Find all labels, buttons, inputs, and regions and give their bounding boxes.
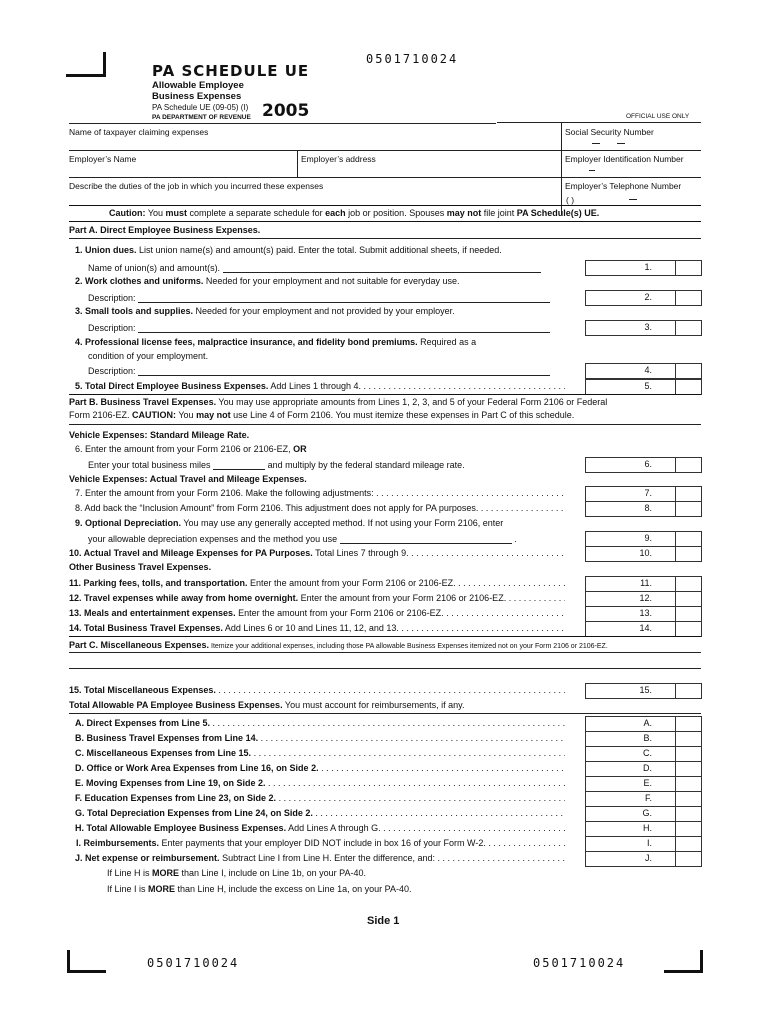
part-b-text-2a: Form 2106-EZ. — [69, 410, 133, 420]
line-11-title: 11. Parking fees, tolls, and transportation. — [69, 578, 248, 588]
employer-name-input[interactable] — [69, 163, 295, 176]
if-h-text-c: than Line I, include on Line 1b, on your PA-40. — [179, 868, 366, 878]
line-9-number: 9. — [644, 533, 652, 543]
line-i-cents[interactable] — [675, 836, 702, 852]
line-11-text: Enter the amount from your Form 2106 or 2106-EZ. — [247, 578, 456, 588]
department: PA DEPARTMENT OF REVENUE — [152, 114, 251, 121]
line-8-row — [69, 501, 701, 516]
barcode-top: 0501710024 — [366, 52, 459, 66]
line-g-cents[interactable] — [675, 806, 702, 822]
line-14-amount[interactable] — [585, 621, 676, 637]
line-d-cents[interactable] — [675, 761, 702, 777]
line-j-cents[interactable] — [675, 851, 702, 867]
if-i-text-c: than Line H, include the excess on Line 1a, on your PA-40. — [175, 884, 412, 894]
line-13-text: Enter the amount from your Form 2106 or 2106-EZ. — [235, 608, 444, 618]
line-3-description-field[interactable] — [138, 322, 550, 333]
id-rule-2 — [69, 150, 701, 151]
line-12-number: 12. — [639, 593, 652, 603]
part-b-text-2b: You — [176, 410, 197, 420]
line-f-amount[interactable] — [585, 791, 676, 807]
line-f-cents[interactable] — [675, 791, 702, 807]
line-12-cents[interactable] — [675, 591, 702, 607]
line-h-label — [75, 823, 565, 833]
part-b-text-1: You may use appropriate amounts from Lines 1, 2, 3, and 5 of your Federal Form 2106 or Federal — [216, 397, 608, 407]
line-14-row — [69, 621, 701, 636]
caution-rule-top — [69, 205, 701, 206]
line-f-label — [75, 793, 565, 803]
line-10-label — [69, 548, 565, 558]
total-rule — [69, 713, 701, 714]
line-2-row — [69, 290, 701, 305]
line-2-header — [75, 276, 460, 286]
caution-must: must — [165, 208, 188, 218]
line-i-title: I. Reimbursements. — [76, 838, 160, 848]
line-13-number: 13. — [639, 608, 652, 618]
part-b-intro-2 — [69, 410, 574, 420]
line-c-cents[interactable] — [675, 746, 702, 762]
line-8-cents[interactable] — [675, 501, 702, 517]
line-3-sub-label: Description: — [88, 323, 136, 333]
official-use-rule — [497, 122, 701, 123]
vehicle-heading: Vehicle Expenses: Standard Mileage Rate. — [69, 430, 250, 440]
line-j-number: J. — [644, 853, 652, 863]
line-e-title: E. Moving Expenses from Line 19, on Side 2. — [75, 778, 266, 788]
line-b-title: B. Business Travel Expenses from Line 14. — [75, 733, 259, 743]
line-9-cents[interactable] — [675, 531, 702, 547]
line-10-title: 10. Actual Travel and Mileage Expenses for PA Purposes. — [69, 548, 313, 558]
line-8-number: 8. — [644, 503, 652, 513]
line-1-title: 1. Union dues. — [75, 245, 137, 255]
line-i-amount[interactable] — [585, 836, 676, 852]
line-2-description-field[interactable] — [138, 292, 550, 303]
line-d-amount[interactable] — [585, 761, 676, 777]
total-heading: Total Allowable PA Employee Business Expenses. — [69, 700, 283, 710]
ssn-dash-2 — [617, 143, 625, 144]
line-9-row — [69, 531, 701, 546]
line-a-cents[interactable] — [675, 716, 702, 732]
line-e-label — [75, 778, 565, 788]
line-15-label — [69, 685, 565, 695]
part-a-rule — [69, 238, 701, 239]
line-5-text: Add Lines 1 through 4. — [268, 381, 361, 391]
line-f-row — [69, 791, 701, 806]
caution-end: PA Schedule(s) UE. — [516, 208, 600, 218]
caution-text-3: job or position. Spouses — [345, 208, 447, 218]
line-5-amount[interactable] — [585, 379, 676, 395]
line-2-cents[interactable] — [675, 290, 702, 306]
line-b-number: B. — [643, 733, 652, 743]
caution-line — [109, 208, 599, 218]
line-h-text: Add Lines A through G. — [286, 823, 381, 833]
actual-expenses-heading: Vehicle Expenses: Actual Travel and Mileage Expenses. — [69, 474, 307, 484]
line-6-or: OR — [293, 444, 307, 454]
line-11-number: 11. — [640, 578, 652, 588]
line-a-label — [75, 718, 565, 728]
line-d-number: D. — [643, 763, 652, 773]
part-b-text-2c: use Line 4 of Form 2106. You must itemize these expenses in Part C of this schedule. — [230, 410, 575, 420]
line-2-text: Needed for your employment and not suitable for everyday use. — [203, 276, 460, 286]
line-14-title: 14. Total Business Travel Expenses. — [69, 623, 223, 633]
line-4-cents[interactable] — [675, 363, 702, 379]
line-c-row — [69, 746, 701, 761]
line-4-amount[interactable] — [585, 363, 676, 379]
line-3-row — [69, 320, 701, 335]
line-3-text: Needed for your employment and not provided by your employer. — [193, 306, 455, 316]
line-6-text-a: 6. Enter the amount from your Form 2106 or 2106-EZ, — [75, 444, 294, 454]
line-9-label: your allowable depreciation expenses and the method you use . — [88, 534, 517, 544]
caution-text-1: You — [145, 208, 166, 218]
line-3-cents[interactable] — [675, 320, 702, 336]
line-j-label — [75, 853, 565, 863]
line-1-description-field[interactable] — [223, 262, 541, 273]
line-6-text — [75, 444, 307, 454]
line-11-row — [69, 576, 701, 591]
line-9-text-a: You may use any generally accepted method. If not using your Form 2106, enter — [181, 518, 504, 528]
line-e-cents[interactable] — [675, 776, 702, 792]
line-10-number: 10. — [639, 548, 652, 558]
line-9-title: 9. Optional Depreciation. — [75, 518, 182, 528]
line-3-sub — [88, 322, 593, 333]
line-9-text-b: your allowable depreciation expenses and the method you use — [88, 534, 338, 544]
line-4-header — [75, 337, 476, 347]
line-1-sub-label: Name of union(s) and amount(s). — [88, 263, 221, 273]
line-i-number: I. — [646, 838, 652, 848]
corner-mark-bottom-right — [664, 950, 703, 973]
caution-text-2: complete a separate schedule for — [187, 208, 326, 218]
caution-each: each — [325, 208, 346, 218]
line-h-row — [69, 821, 701, 836]
line-15-amount[interactable] — [585, 683, 676, 699]
duties-input[interactable] — [69, 191, 559, 205]
line-j-amount[interactable] — [585, 851, 676, 867]
line-b-amount[interactable] — [585, 731, 676, 747]
line-d-label — [75, 763, 565, 773]
line-11-amount[interactable] — [585, 576, 676, 592]
line-5-title: 5. Total Direct Employee Business Expenses. — [75, 381, 269, 391]
line-12-amount[interactable] — [585, 591, 676, 607]
corner-mark-top-left — [66, 52, 106, 77]
line-12-title: 12. Travel expenses while away from home overnight. — [69, 593, 299, 603]
line-a-row — [69, 716, 701, 731]
caution-text-4: file joint — [481, 208, 517, 218]
line-g-number: G. — [642, 808, 652, 818]
part-c-intro — [69, 640, 701, 650]
form-subtitle-2: Business Expenses — [152, 91, 242, 102]
line-d-row — [69, 761, 701, 776]
line-g-label — [75, 808, 565, 818]
line-1-cents[interactable] — [675, 260, 702, 276]
line-j-text: Subtract Line I from Line H. Enter the difference, and: — [219, 853, 436, 863]
line-4-sub-label: Description: — [88, 366, 136, 376]
line-13-title: 13. Meals and entertainment expenses. — [69, 608, 236, 618]
line-a-number: A. — [643, 718, 652, 728]
line-13-label — [69, 608, 565, 618]
employer-divider — [297, 150, 298, 177]
part-b-caution: CAUTION: — [132, 410, 177, 420]
line-b-cents[interactable] — [675, 731, 702, 747]
line-5-number: 5. — [644, 381, 652, 391]
employer-address-label: Employer’s address — [301, 154, 376, 164]
line-9-amount[interactable] — [585, 531, 676, 547]
barcode-bottom-left: 0501710024 — [147, 956, 240, 970]
line-4-title: 4. Professional license fees, malpractice insurance, and fidelity bond premiums. — [75, 337, 418, 347]
line-h-cents[interactable] — [675, 821, 702, 837]
part-c-entry-rule — [69, 668, 701, 669]
line-12-text: Enter the amount from your Form 2106 or 2106-EZ. — [298, 593, 507, 603]
line-5-cents[interactable] — [675, 379, 702, 395]
total-heading-line — [69, 700, 465, 710]
line-1-header — [75, 245, 502, 255]
line-3-amount[interactable] — [585, 320, 676, 336]
line-g-title: G. Total Depreciation Expenses from Line 24, on Side 2. — [75, 808, 313, 818]
line-6-cents[interactable] — [675, 457, 702, 473]
if-i-more-note — [107, 884, 412, 894]
business-miles-field[interactable] — [213, 459, 265, 470]
line-7-row — [69, 486, 701, 501]
if-i-text-a: If Line I is — [107, 884, 149, 894]
line-14-label — [69, 623, 565, 633]
line-g-row — [69, 806, 701, 821]
corner-mark-bottom-left — [67, 950, 106, 973]
if-h-more-note — [107, 868, 366, 878]
line-h-title: H. Total Allowable Employee Business Expenses. — [75, 823, 287, 833]
line-3-header — [75, 306, 455, 316]
depreciation-method-field[interactable] — [340, 533, 512, 544]
line-3-title: 3. Small tools and supplies. — [75, 306, 194, 316]
line-2-sub-label: Description: — [88, 293, 136, 303]
line-5-row — [69, 379, 701, 394]
line-j-row — [69, 851, 701, 866]
if-i-more: MORE — [148, 884, 176, 894]
line-10-text: Total Lines 7 through 9. — [312, 548, 409, 558]
line-7-number: 7. — [644, 488, 652, 498]
line-1-row — [69, 260, 701, 275]
line-c-label — [75, 748, 565, 758]
ssn-dash-1 — [592, 143, 600, 144]
line-6-label — [88, 459, 593, 470]
line-15-title: 15. Total Miscellaneous Expenses. — [69, 685, 216, 695]
line-13-row — [69, 606, 701, 621]
part-c-rule-top — [69, 636, 701, 637]
line-1-number: 1. — [644, 262, 652, 272]
line-4-sub — [88, 365, 593, 376]
line-f-number: F. — [644, 793, 652, 803]
tax-year: 2005 — [262, 101, 310, 121]
line-e-number: E. — [643, 778, 652, 788]
form-title: PA SCHEDULE UE — [152, 62, 310, 80]
line-a-amount[interactable] — [585, 716, 676, 732]
line-6-row — [69, 457, 701, 472]
ein-label: Employer Identification Number — [565, 154, 684, 164]
line-b-label — [75, 733, 565, 743]
line-8-label: 8. Add back the “Inclusion Amount” from Form 2106. This adjustment does not apply for PA purposes. . . . — [75, 503, 565, 513]
if-h-text-a: If Line H is — [107, 868, 153, 878]
line-2-title: 2. Work clothes and uniforms. — [75, 276, 204, 286]
line-14-text: Add Lines 6 or 10 and Lines 11, 12, and 13. — [222, 623, 399, 633]
taxpayer-name-label: Name of taxpayer claiming expenses — [69, 127, 209, 137]
line-5-label — [75, 381, 565, 391]
line-13-amount[interactable] — [585, 606, 676, 622]
line-h-amount[interactable] — [585, 821, 676, 837]
caution-may-not: may not — [446, 208, 482, 218]
caution-rule-bottom — [69, 221, 701, 222]
line-10-row — [69, 546, 701, 561]
line-14-cents[interactable] — [675, 621, 702, 637]
line-b-row — [69, 731, 701, 746]
line-j-title: J. Net expense or reimbursement. — [75, 853, 220, 863]
line-13-cents[interactable] — [675, 606, 702, 622]
line-7-cents[interactable] — [675, 486, 702, 502]
line-c-title: C. Miscellaneous Expenses from Line 15. — [75, 748, 252, 758]
line-3-number: 3. — [644, 322, 652, 332]
side-label: Side 1 — [367, 915, 400, 927]
other-travel-heading: Other Business Travel Expenses. — [69, 562, 212, 572]
line-d-title: D. Office or Work Area Expenses from Line 16, on Side 2. — [75, 763, 319, 773]
line-6-amount[interactable] — [585, 457, 676, 473]
part-b-intro — [69, 397, 607, 407]
official-use-label: OFFICIAL USE ONLY — [626, 113, 690, 120]
line-e-row — [69, 776, 701, 791]
if-h-more: MORE — [152, 868, 180, 878]
line-4-number: 4. — [644, 365, 652, 375]
misc-expenses-area[interactable] — [69, 653, 701, 667]
total-text: You must account for reimbursements, if any. — [282, 700, 465, 710]
line-8-amount[interactable] — [585, 501, 676, 517]
line-i-text: Enter payments that your employer DID NOT include in box 16 of your Form W-2. — [159, 838, 486, 848]
part-b-rule — [69, 424, 701, 425]
line-9-text — [75, 518, 503, 528]
line-4-text: Required as a — [417, 337, 477, 347]
id-rule-3 — [69, 177, 701, 178]
line-12-label — [69, 593, 565, 603]
line-7-label: 7. Enter the amount from your Form 2106. Make the following adjustments: . . . — [75, 488, 565, 498]
line-2-amount[interactable] — [585, 290, 676, 306]
line-11-label — [69, 578, 565, 588]
taxpayer-name-input[interactable] — [69, 136, 559, 150]
line-15-number: 15. — [639, 685, 652, 695]
line-c-amount[interactable] — [585, 746, 676, 762]
part-c-heading: Part C. Miscellaneous Expenses. — [69, 640, 210, 650]
phone-area-code: ( ) — [566, 195, 575, 205]
caution-label: Caution: — [109, 208, 146, 218]
part-a-heading: Part A. Direct Employee Business Expenses. — [69, 225, 261, 235]
employer-name-label: Employer’s Name — [69, 154, 137, 164]
line-4-description-field[interactable] — [138, 365, 550, 376]
ssn-label: Social Security Number — [565, 127, 654, 137]
line-g-amount[interactable] — [585, 806, 676, 822]
line-14-number: 14. — [639, 623, 652, 633]
line-2-number: 2. — [644, 292, 652, 302]
form-subtitle-1: Allowable Employee — [152, 80, 244, 91]
line-15-row — [69, 683, 701, 698]
duties-label: Describe the duties of the job in which you incurred these expenses — [69, 181, 324, 191]
phone-label: Employer’s Telephone Number — [565, 181, 682, 191]
id-divider — [561, 123, 562, 215]
part-b-may-not: may not — [196, 410, 231, 420]
form-id: PA Schedule UE (09-05) (I) — [152, 103, 249, 112]
line-7-amount[interactable] — [585, 486, 676, 502]
line-12-row — [69, 591, 701, 606]
line-1-amount[interactable] — [585, 260, 676, 276]
line-a-title: A. Direct Expenses from Line 5. — [75, 718, 211, 728]
ein-input[interactable] — [565, 163, 701, 176]
part-b-heading: Part B. Business Travel Expenses. — [69, 397, 217, 407]
phone-input[interactable] — [565, 191, 701, 205]
line-4-row — [69, 363, 701, 378]
line-6-number: 6. — [644, 459, 652, 469]
line-15-cents[interactable] — [675, 683, 702, 699]
line-10-cents[interactable] — [675, 546, 702, 562]
line-4-text-2: condition of your employment. — [88, 351, 209, 361]
ssn-input[interactable] — [565, 136, 701, 150]
line-6-text-c: and multiply by the federal standard mileage rate. — [265, 460, 465, 470]
employer-address-input[interactable] — [300, 163, 559, 176]
line-1-text: List union name(s) and amount(s) paid. Enter the total. Submit additional sheets, if needed. — [136, 245, 502, 255]
barcode-bottom-right: 0501710024 — [533, 956, 626, 970]
line-2-sub — [88, 292, 593, 303]
line-6-text-b: Enter your total business miles — [88, 460, 211, 470]
line-10-amount[interactable] — [585, 546, 676, 562]
id-rule-1 — [69, 123, 496, 124]
line-f-title: F. Education Expenses from Line 23, on Side 2. — [75, 793, 277, 803]
line-i-row — [69, 836, 701, 851]
line-c-number: C. — [643, 748, 652, 758]
line-i-label — [76, 838, 565, 848]
line-11-cents[interactable] — [675, 576, 702, 592]
line-1-sub — [88, 262, 593, 273]
line-h-number: H. — [643, 823, 652, 833]
part-b-rule-top — [69, 394, 701, 395]
part-c-text: Itemize your additional expenses, including those PA allowable Business Expenses itemized not on your Form 2106 or 2106-EZ. — [209, 643, 608, 650]
line-e-amount[interactable] — [585, 776, 676, 792]
